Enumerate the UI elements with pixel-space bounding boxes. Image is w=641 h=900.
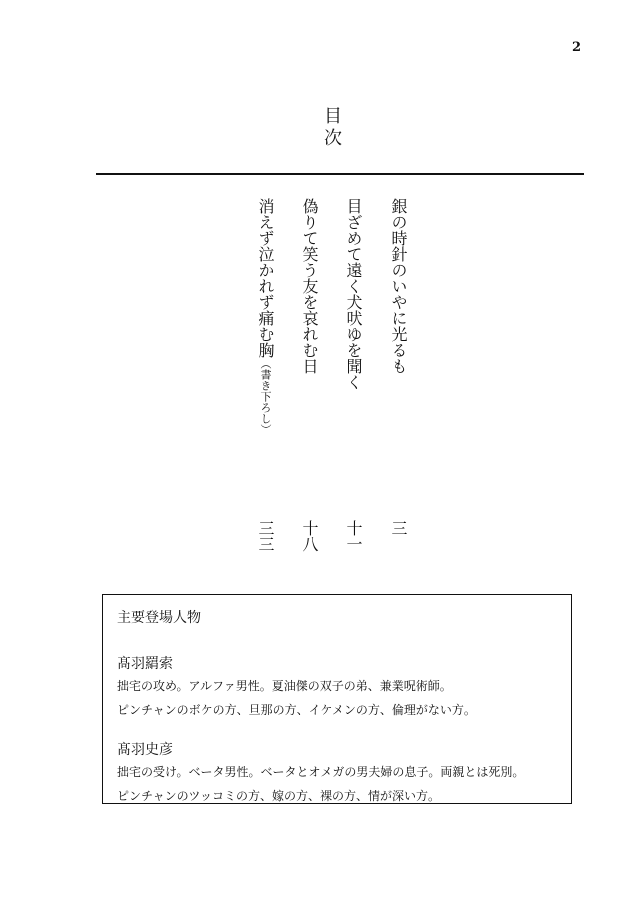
toc-entry-title: 消えず泣かれず痛む胸 <box>256 198 275 358</box>
character-entry <box>117 739 557 803</box>
toc-entry-1 <box>388 198 408 374</box>
toc-entry-2 <box>343 198 363 390</box>
characters-heading: 主要登場人物 <box>117 610 201 626</box>
toc-entry-title: 銀の時針のいやに光るも <box>389 198 408 374</box>
toc-title: 目次 <box>321 106 342 150</box>
character-description: 拙宅の受け。ベータ男性。ベータとオメガの男夫婦の息子。両親とは死別。 <box>117 765 525 779</box>
toc-entry-title: 偽りて笑う友を哀れむ日 <box>300 198 319 374</box>
spacer <box>117 727 557 739</box>
toc-entry-note: （書き下ろし） <box>259 358 272 435</box>
toc-entry-4 <box>255 198 275 435</box>
character-description: ピンチャンのボケの方、旦那の方、イケメンの方、倫理がない方。 <box>117 703 476 717</box>
toc-entry-page: 三 <box>389 520 408 536</box>
toc-entry-3 <box>299 198 319 374</box>
character-name: 髙羽羂索 <box>117 656 173 672</box>
toc-entry-page: 三三 <box>256 520 275 552</box>
toc-entry-title: 目ざめて遠く犬吠ゆを聞く <box>344 198 363 390</box>
character-description: 拙宅の攻め。アルファ男性。夏油傑の双子の弟、兼業呪術師。 <box>117 679 452 693</box>
characters-box <box>102 594 572 804</box>
toc-entry-page: 十一 <box>344 520 363 552</box>
character-name: 髙羽史彦 <box>117 742 173 758</box>
toc-divider <box>96 173 584 175</box>
character-description: ピンチャンのツッコミの方、嫁の方、裸の方、情が深い方。 <box>117 789 441 803</box>
page-number: 2 <box>571 40 581 55</box>
character-entry <box>117 653 557 717</box>
toc-entry-page: 十八 <box>300 520 319 552</box>
